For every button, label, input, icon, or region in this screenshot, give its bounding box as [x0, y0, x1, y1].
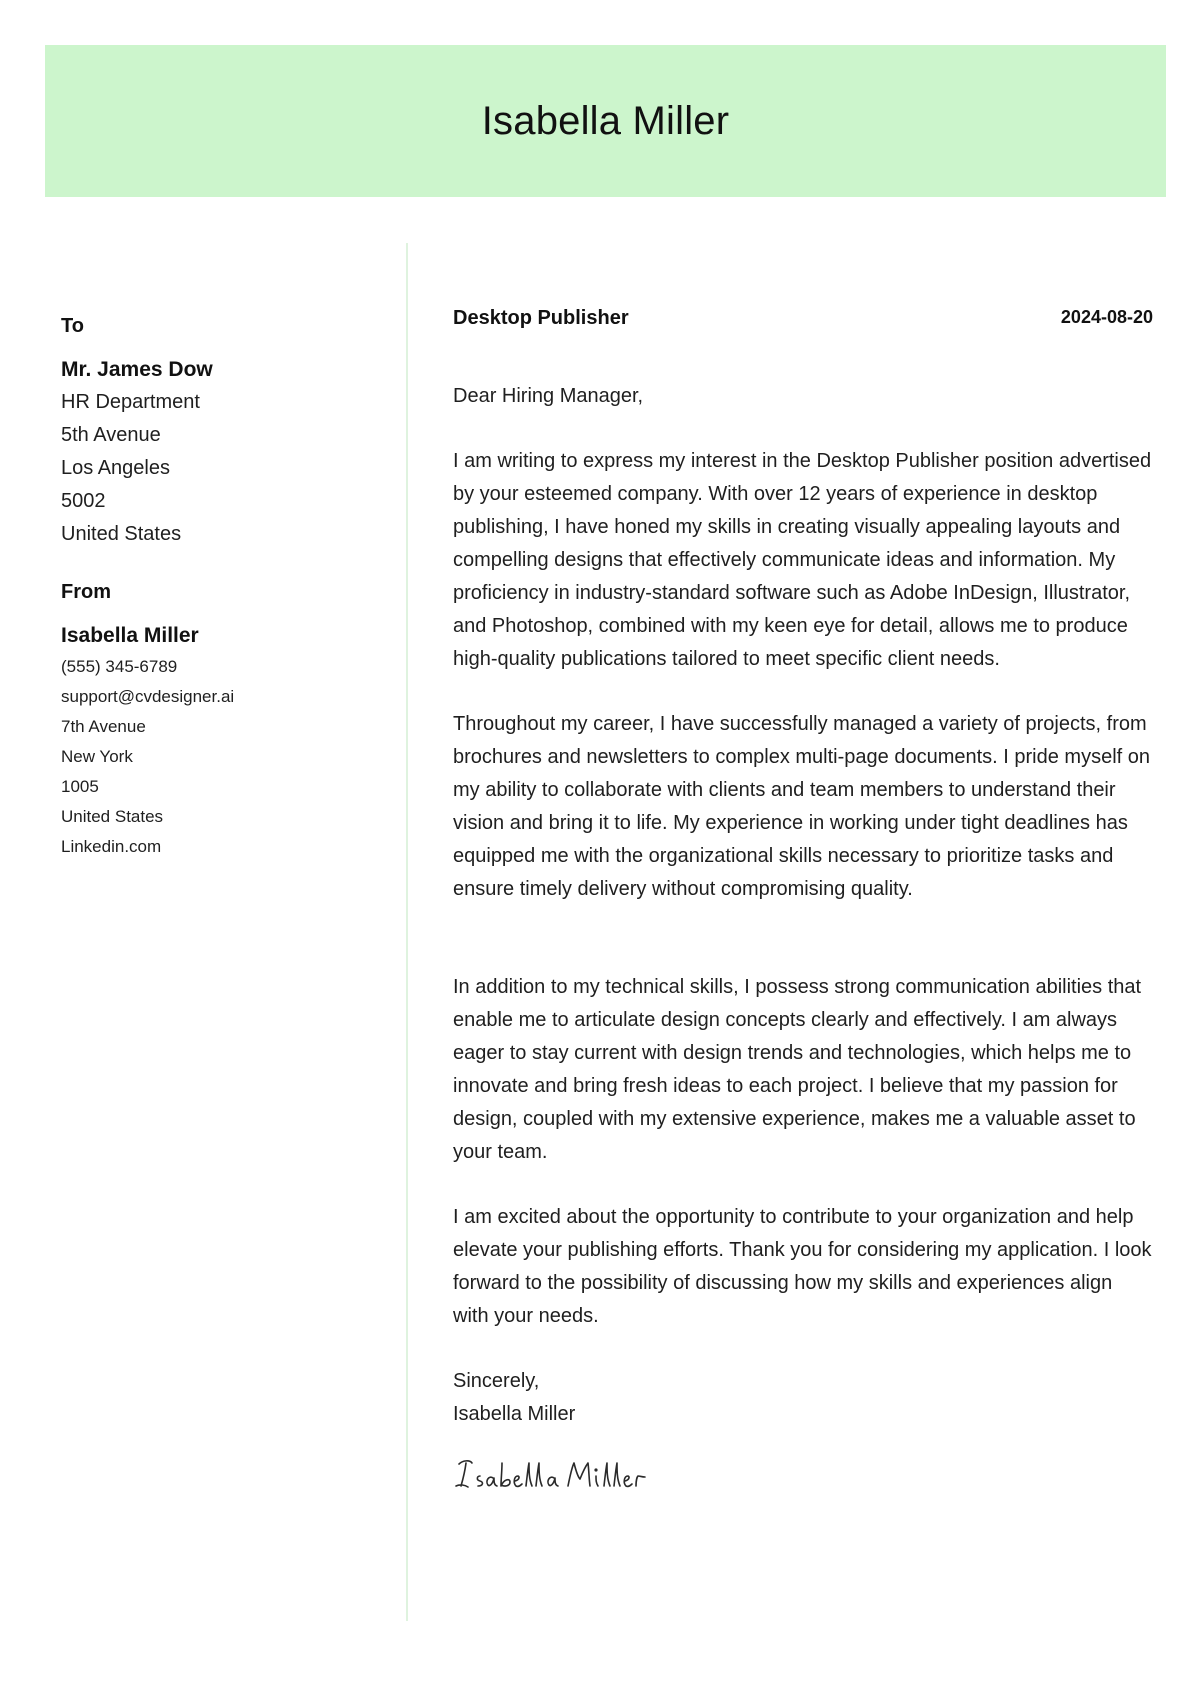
sender-block [61, 574, 381, 862]
sender-heading: From [61, 581, 111, 603]
letter-header [453, 300, 1153, 336]
applicant-name: Isabella Miller [481, 99, 730, 143]
sender-name: Isabella Miller [61, 624, 199, 647]
sender-linkedin: Linkedin.com [61, 837, 162, 856]
recipient-country: United States [61, 523, 182, 545]
handwritten-signature [453, 1449, 1153, 1499]
recipient-city: Los Angeles [61, 457, 170, 479]
sender-email: support@cvdesigner.ai [61, 687, 235, 706]
recipient-name: Mr. James Dow [61, 358, 213, 381]
letter-greeting: Dear Hiring Manager, [453, 385, 644, 407]
job-title: Desktop Publisher [453, 307, 629, 329]
letter-paragraph: Throughout my career, I have successfully managed a variety of projects, from brochures and newsletters to complex multi-page documents. I pride myself on my ability to collaborate with clients and team members to understand their vision and bring it to life. My experience in working under tight deadlines has equipped me with the organizational skills necessary to prioritize tasks and ensure timely delivery without compromising quality. [453, 713, 1151, 900]
recipient-heading: To [61, 315, 84, 337]
signature-drawing [453, 1449, 653, 1499]
letter-closing [453, 1365, 1153, 1431]
letter-body [453, 300, 1153, 1499]
letter-paragraph: I am writing to express my interest in the Desktop Publisher position advertised by your esteemed company. With over 12 years of experience in desktop publishing, I have honed my skills in creating visually appealing layouts and compelling designs that effectively communicate ideas and information. My proficiency in industry-standard software such as Adobe InDesign, Illustrator, and Photoshop, combined with my keen eye for detail, allows me to produce high-quality publications tailored to meet specific client needs. [453, 450, 1152, 670]
sender-zip: 1005 [61, 777, 99, 796]
letter-paragraph: I am excited about the opportunity to contribute to your organization and help elevate your publishing efforts. Thank you for considering my application. I look forward to the possibility of discussing how my skills and experiences align with your needs. [453, 1206, 1152, 1327]
sender-city: New York [61, 747, 133, 766]
letter-date: 2024-08-20 [1060, 307, 1153, 327]
letter-paragraph: In addition to my technical skills, I possess strong communication abilities that enable me to articulate design concepts clearly and effectively. I am always eager to stay current with design trends and technologies, which helps me to innovate and bring fresh ideas to each project. I believe that my passion for design, coupled with my extensive experience, makes me a valuable asset to your team. [453, 976, 1142, 1163]
sender-phone: (555) 345-6789 [61, 657, 178, 676]
contact-column [61, 300, 381, 862]
sender-country: United States [61, 807, 164, 826]
recipient-zip: 5002 [61, 490, 106, 512]
closing-phrase: Sincerely, [453, 1370, 540, 1392]
column-divider [406, 243, 408, 1621]
recipient-block [61, 308, 381, 551]
recipient-department: HR Department [61, 391, 200, 413]
sender-street: 7th Avenue [61, 717, 146, 736]
closing-name: Isabella Miller [453, 1403, 576, 1425]
recipient-street: 5th Avenue [61, 424, 161, 446]
header-band [45, 45, 1166, 197]
